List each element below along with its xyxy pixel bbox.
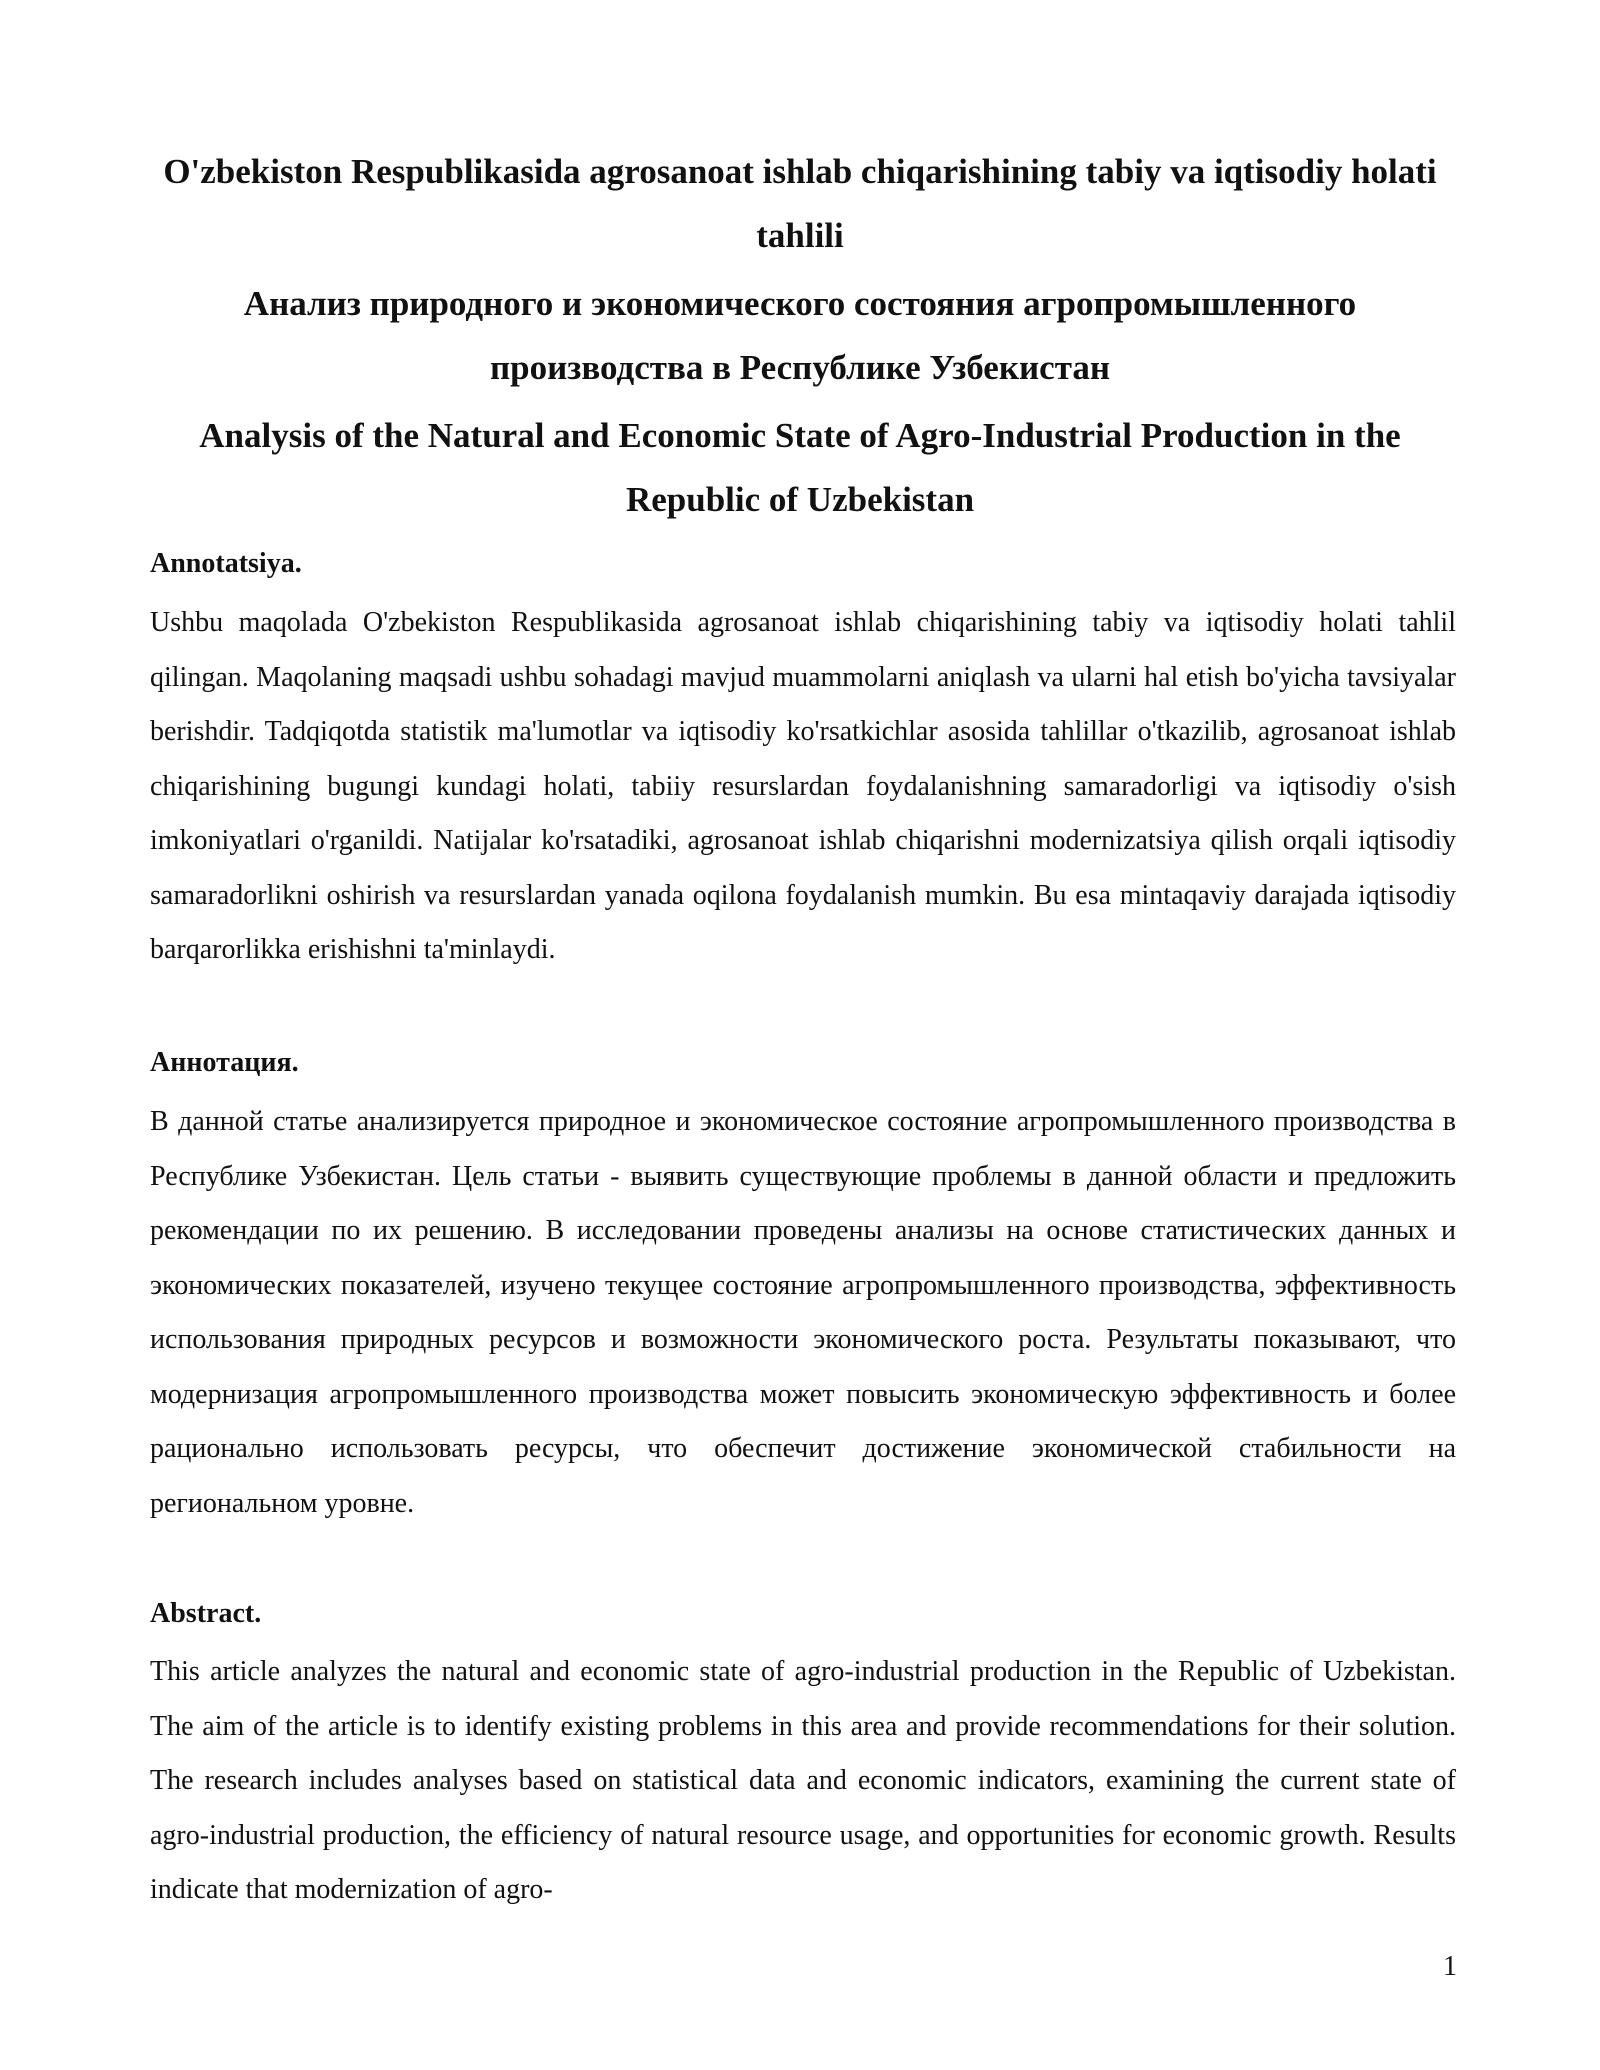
annotation-heading-russian: Аннотация.: [150, 1047, 299, 1078]
page-number: 1: [1443, 1951, 1457, 1982]
annotation-heading-uzbek: Annotatsiya.: [150, 548, 302, 579]
abstract-body-english: This article analyzes the natural and economic state of agro-industrial production in the Republic of Uzbekistan. The aim of the article is to identify existing problems in this area and provide recommendations for their solution. The research includes analyses based on statistical data and economic indicators, examining the current state of agro-industrial production, the efficiency of natural resource usage, and opportunities for economic growth. Results indicate that modernization of agro-: [150, 1656, 1456, 1905]
annotation-body-uzbek: Ushbu maqolada O'zbekiston Respublikasida agrosanoat ishlab chiqarishining tabiy va iqtisodiy holati tahlil qilingan. Maqolaning maqsadi ushbu sohadagi mavjud muammolarni aniqlash va ularni hal etish bo'yicha tavsiyalar berishdir. Tadqiqotda statistik ma'lumotlar va iqtisodiy ko'rsatkichlar asosida tahlillar o'tkazilib, agrosanoat ishlab chiqarishining bugungi kundagi holati, tabiiy resurslardan foydalanishning samaradorligi va iqtisodiy o'sish imkoniyatlari o'rganildi. Natijalar ko'rsatadiki, agrosanoat ishlab chiqarishni modernizatsiya qilish orqali iqtisodiy samaradorlikni oshirish va resurslardan yanada oqilona foydalanish mumkin. Bu esa mintaqaviy darajada iqtisodiy barqarorlikka erishishni ta'minlaydi.: [150, 607, 1456, 965]
title-russian: Анализ природного и экономического состояния агропромышленного производства в Республике Узбекистан: [243, 284, 1357, 387]
abstract-heading-english: Abstract.: [150, 1598, 262, 1629]
annotation-body-russian: В данной статье анализируется природное и экономическое состояние агропромышленного производства в Республике Узбекистан. Цель статьи - выявить существующие проблемы в данной области и предложить рекомендации по их решению. В исследовании проведены анализы на основе статистических данных и экономических показателей, изучено текущее состояние агропромышленного производства, эффективность использования природных ресурсов и возможности экономического роста. Результаты показывают, что модернизация агропромышленного производства может повысить экономическую эффективность и более рационально использовать ресурсы, что обеспечит достижение экономической стабильности на региональном уровне.: [150, 1106, 1456, 1519]
title-english: Analysis of the Natural and Economic State of Agro-Industrial Production in the Republic of Uzbekistan: [199, 416, 1401, 519]
title-uzbek: O'zbekiston Respublikasida agrosanoat ishlab chiqarishining tabiy va iqtisodiy holati tahlili: [163, 152, 1437, 255]
